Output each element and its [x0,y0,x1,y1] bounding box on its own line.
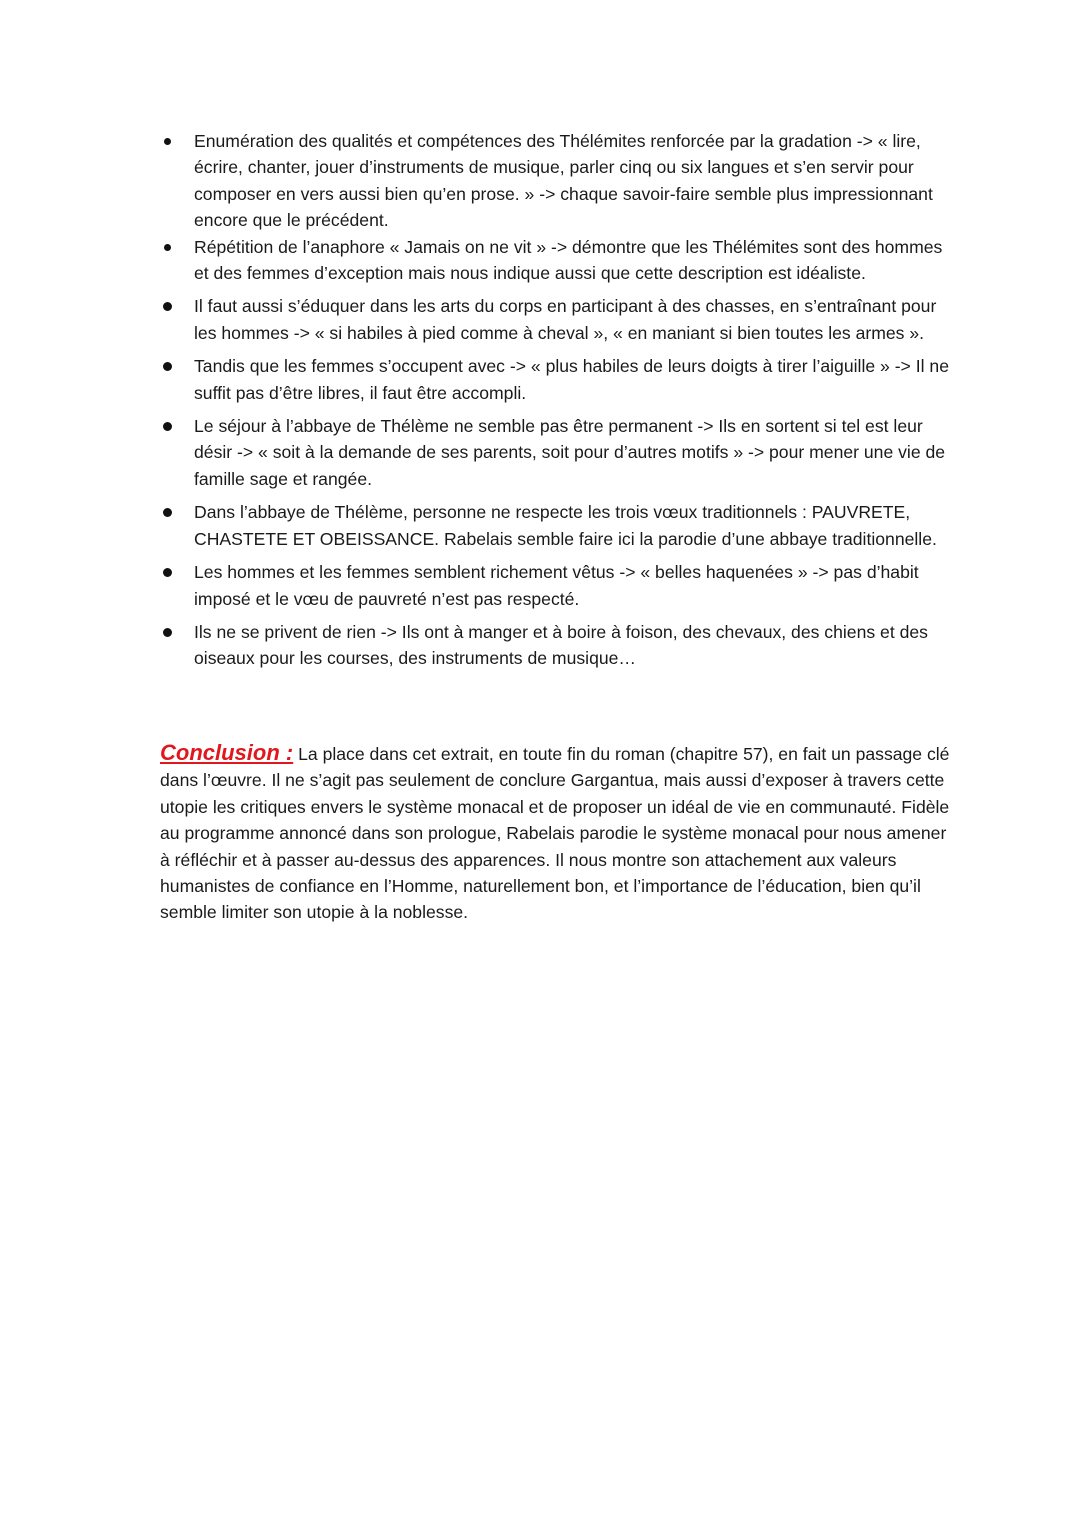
bullet-dot-icon [164,138,171,145]
bullet-text: Tandis que les femmes s’occupent avec -> « plus habiles de leurs doigts à tirer l’aiguille » -> Il ne suffit pas d’être libres, il faut être accompli. [194,356,949,403]
bullet-item [160,128,960,234]
conclusion-text: La place dans cet extrait, en toute fin du roman (chapitre 57), en fait un passage clé dans l’œuvre. Il ne s’agit pas seulement de conclure Gargantua, mais aussi d’exposer à travers cette utopie les critiques envers le système monacal et de proposer un idéal de vie en communauté. Fidèle au programme annoncé dans son prologue, Rabelais parodie le système monacal pour nous amener à réfléchir et à passer au-dessus des apparences. Il nous montre son attachement aux valeurs humanistes de confiance en l’Homme, naturellement bon, et l’importance de l’éducation, bien qu’il semble limiter son utopie à la noblesse. [160,744,950,923]
bullet-item [160,413,960,492]
bullet-text: Il faut aussi s’éduquer dans les arts du corps en participant à des chasses, en s’entraînant pour les hommes -> « si habiles à pied comme à cheval », « en maniant si bien toutes les armes ». [194,296,937,343]
bullet-item [160,559,960,612]
conclusion-paragraph [160,740,950,926]
bullet-dot-icon [163,508,172,517]
bullet-list [160,128,960,679]
bullet-item [160,293,960,346]
bullet-dot-icon [163,302,172,311]
bullet-text: Dans l’abbaye de Thélème, personne ne respecte les trois vœux traditionnels : PAUVRETE, CHASTETE ET OBEISSANCE. Rabelais semble faire ici la parodie d’une abbaye traditionnelle. [194,502,937,549]
bullet-text: Enumération des qualités et compétences des Thélémites renforcée par la gradation -> « lire, écrire, chanter, jouer d’instruments de musique, parler cinq ou six langues et s’en servir pour composer en vers aussi bien qu’en prose. » -> chaque savoir-faire semble plus impressionnant encore que le précédent. [194,131,933,231]
bullet-item [160,234,960,287]
bullet-dot-icon [163,362,172,371]
bullet-dot-icon [163,628,172,637]
bullet-text: Les hommes et les femmes semblent richement vêtus -> « belles haquenées » -> pas d’habit imposé et le vœu de pauvreté n’est pas respecté. [194,562,919,609]
bullet-text: Ils ne se privent de rien -> Ils ont à manger et à boire à foison, des chevaux, des chiens et des oiseaux pour les courses, des instruments de musique… [194,621,928,669]
bullet-text: Répétition de l’anaphore « Jamais on ne vit » -> démontre que les Thélémites sont des hommes et des femmes d’exception mais nous indique aussi que cette description est idéaliste. [194,236,943,284]
bullet-dot-icon [163,422,172,431]
bullet-item [160,619,960,672]
bullet-dot-icon [164,244,171,251]
bullet-dot-icon [163,568,172,577]
bullet-item [160,499,960,552]
bullet-item [160,353,960,406]
conclusion-heading: Conclusion : [160,740,294,765]
bullet-text: Le séjour à l’abbaye de Thélème ne semble pas être permanent -> Ils en sortent si tel est leur désir -> « soit à la demande de ses parents, soit pour d’autres motifs » -> pour mener une vie de famille sage et rangée. [194,416,946,489]
